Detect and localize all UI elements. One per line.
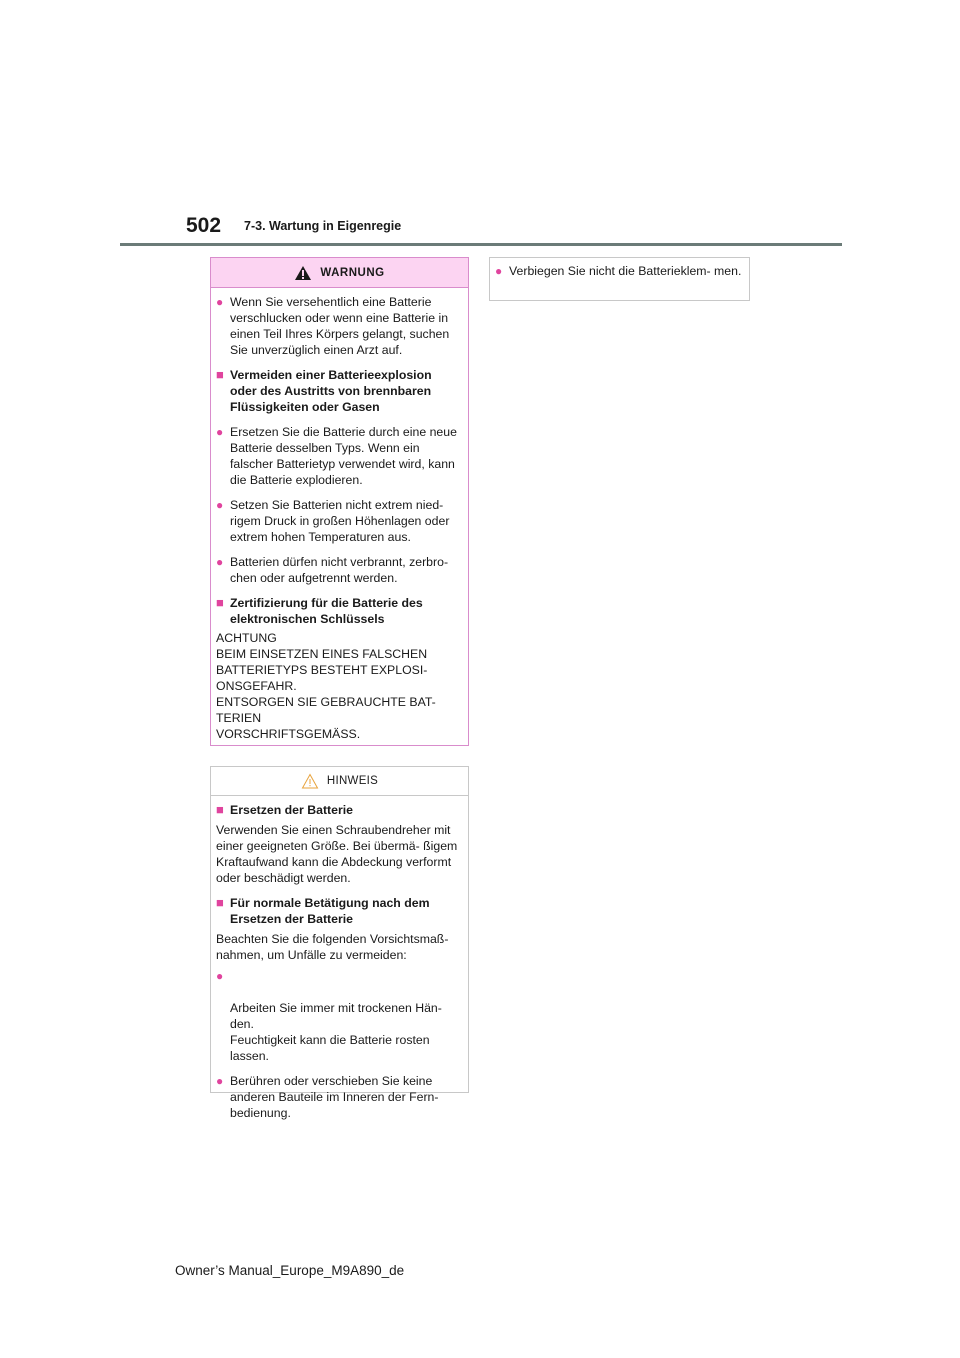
notice-title: HINWEIS	[326, 775, 379, 787]
list-item	[216, 968, 461, 1064]
bullet-marker: ●	[216, 295, 224, 309]
list-item	[216, 367, 461, 415]
warning-box	[210, 257, 469, 746]
notice-paragraph: Verwenden Sie einen Schraubendreher mit einer geeigneten Größe. Bei übermä- ßigem Kraftaufwand kann die Abdeckung verformt oder beschädigt werden.	[216, 823, 458, 885]
footer-text: Owner’s Manual_Europe_M9A890_de	[175, 1263, 405, 1278]
list-item	[495, 263, 742, 279]
warning-triangle-icon	[294, 265, 312, 281]
bullet-marker: ●	[216, 1074, 224, 1088]
item-text: Setzen Sie Batterien nicht extrem nied- rigem Druck in großen Höhenlagen oder extrem hohen Temperaturen aus.	[230, 498, 450, 544]
side-note-body	[490, 258, 749, 279]
list-item	[216, 554, 461, 586]
list-item	[216, 424, 461, 488]
item-heading: Für normale Betätigung nach dem Ersetzen der Batterie	[230, 896, 430, 926]
square-marker: ■	[216, 367, 224, 382]
notice-body	[211, 796, 468, 1121]
list-item	[216, 497, 461, 545]
item-heading: Zertifizierung für die Batterie des elektronischen Schlüssels	[230, 596, 423, 626]
page-number: 502	[186, 214, 222, 237]
list-item	[216, 595, 461, 627]
bullet-marker: ●	[216, 425, 224, 439]
bullet-marker: ●	[216, 555, 224, 569]
bullet-marker: ●	[216, 969, 224, 983]
item-text: Batterien dürfen nicht verbrannt, zerbro- chen oder aufgetrennt werden.	[230, 555, 449, 585]
side-note-box	[489, 257, 750, 301]
square-marker: ■	[216, 595, 224, 610]
notice-triangle-icon	[301, 773, 319, 789]
warning-header	[211, 258, 468, 288]
item-text: Ersetzen Sie die Batterie durch eine neue Batterie desselben Typs. Wenn ein falscher Batterietyp verwendet wird, kann die Batterie explodieren.	[230, 425, 457, 487]
list-item	[216, 802, 461, 818]
square-marker: ■	[216, 895, 224, 910]
header-rule	[120, 243, 842, 246]
item-heading: Ersetzen der Batterie	[230, 803, 354, 817]
list-item	[216, 895, 461, 927]
section-title: 7-3. Wartung in Eigenregie	[244, 219, 402, 233]
list-item	[216, 1073, 461, 1121]
square-marker: ■	[216, 802, 224, 817]
notice-paragraph: Beachten Sie die folgenden Vorsichtsmaß- nahmen, um Unfälle zu vermeiden:	[216, 932, 449, 962]
item-heading: Vermeiden einer Batterieexplosion oder des Austritts von brennbaren Flüssigkeiten oder Gasen	[230, 368, 432, 414]
caution-text: ACHTUNG BEIM EINSETZEN EINES FALSCHEN BATTERIETYPS BESTEHT EXPLOSI- ONSGEFAHR. ENTSORGEN SIE GEBRAUCHTE BAT- TERIEN VORSCHRIFTSGEMÄSS.	[216, 631, 436, 741]
notice-box	[210, 766, 469, 1120]
item-text: Arbeiten Sie immer mit trockenen Hän- den. Feuchtigkeit kann die Batterie rosten lassen.	[230, 1001, 442, 1063]
item-text: Berühren oder verschieben Sie keine anderen Bauteile im Inneren der Fern- bedienung.	[230, 1074, 439, 1120]
bullet-marker: ●	[216, 498, 224, 512]
item-text: Verbiegen Sie nicht die Batterieklem- men.	[509, 264, 742, 278]
bullet-marker: ●	[495, 264, 503, 278]
warning-body	[211, 288, 468, 742]
notice-header	[211, 767, 468, 796]
item-text: Wenn Sie versehentlich eine Batterie verschlucken oder wenn eine Batterie in einen Teil Ihres Körpers gelangt, suchen Sie unverzüglich einen Arzt auf.	[230, 295, 450, 357]
warning-title: WARNUNG	[320, 266, 385, 279]
list-item	[216, 294, 461, 358]
